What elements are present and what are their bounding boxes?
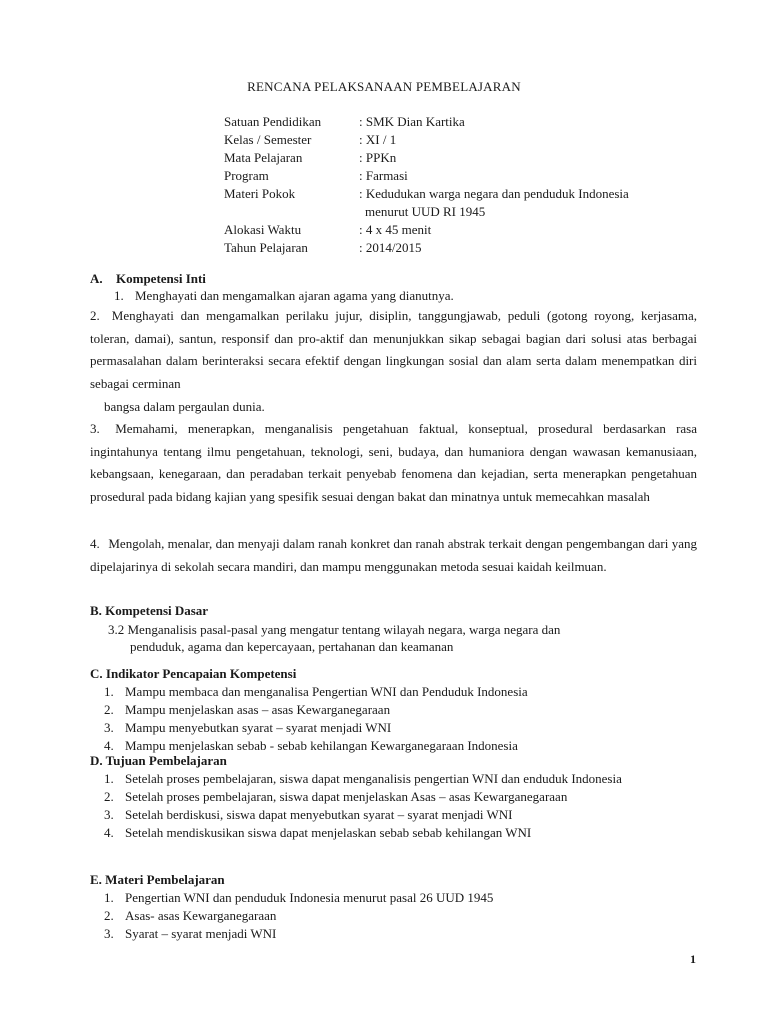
list-item xyxy=(104,925,697,943)
meta-value: : XI / 1 xyxy=(359,132,397,147)
meta-key: Alokasi Waktu xyxy=(224,222,302,237)
list-item xyxy=(104,683,697,701)
item-text: Mampu menyebutkan syarat – syarat menjadi WNI xyxy=(125,720,392,735)
item-number: 4. xyxy=(104,738,114,753)
meta-row xyxy=(224,167,684,185)
kd-line-continued: penduduk, agama dan kepercayaan, pertahanan dan keamanan xyxy=(130,639,454,654)
item-text: Setelah berdiskusi, siswa dapat menyebutkan syarat – syarat menjadi WNI xyxy=(125,807,513,822)
item-text: Setelah proses pembelajaran, siswa dapat menganalisis pengertian WNI dan enduduk Indonesia xyxy=(125,771,622,786)
kompetensi-inti-item-4 xyxy=(90,533,697,578)
section-d-heading: D. Tujuan Pembelajaran xyxy=(90,753,227,768)
list-item xyxy=(104,287,697,305)
section-c-heading: C. Indikator Pencapaian Kompetensi xyxy=(90,666,297,681)
item-text: Memahami, menerapkan, menganalisis pengetahuan faktual, konseptual, prosedural berdasarkan rasa ingintahunya tentang ilmu pengetahuan, teknologi, seni, budaya, dan humaniora dengan wawasan kemanusiaan, kebangsaan, kenegaraan, dan peradaban terkait penyebab fenomena dan kejadian, serta menerapkan pengetahuan prosedural pada bidang kajian yang spesifik sesuai dengan bakat dan minatnya untuk memecahkan masalah xyxy=(90,421,697,504)
section-b-heading: B. Kompetensi Dasar xyxy=(90,603,209,618)
item-number: 2. xyxy=(104,908,114,923)
item-text: Asas- asas Kewarganegaraan xyxy=(125,908,277,923)
meta-key: Mata Pelajaran xyxy=(224,150,303,165)
item-number: 1. xyxy=(104,890,114,905)
item-text: Mampu menjelaskan asas – asas Kewarganegaraan xyxy=(125,702,391,717)
kompetensi-inti-item-2-continued: bangsa dalam pergaulan dunia. xyxy=(104,399,265,414)
item-number: 1. xyxy=(104,771,114,786)
meta-value: : 2014/2015 xyxy=(359,240,422,255)
list-item xyxy=(104,719,697,737)
document-title: RENCANA PELAKSANAAN PEMBELAJARAN xyxy=(247,79,521,94)
kompetensi-inti-item-2 xyxy=(90,305,697,395)
indikator-list xyxy=(104,683,697,755)
section-a-heading xyxy=(90,270,206,288)
item-text: Menghayati dan mengamalkan perilaku jujur, disiplin, tanggungjawab, peduli (gotong royong, kerjasama, toleran, damai), santun, responsif dan pro-aktif dan menunjukkan sikap sebagai bagian dari solusi atas berbagai permasalahan dalam berinteraksi secara efektif dengan lingkungan sosial dan alam serta dalam menempatkan diri sebagai cerminan xyxy=(90,308,698,391)
list-item xyxy=(104,701,697,719)
item-number: 3. xyxy=(104,720,114,735)
item-number: 4. xyxy=(90,536,100,551)
item-text: Mampu membaca dan menganalisa Pengertian WNI dan Penduduk Indonesia xyxy=(125,684,528,699)
list-item xyxy=(104,824,697,841)
meta-key: Kelas / Semester xyxy=(224,132,312,147)
kd-line: 3.2 Menganalisis pasal-pasal yang mengatur tentang wilayah negara, warga negara dan xyxy=(108,622,561,637)
item-text: Pengertian WNI dan penduduk Indonesia menurut pasal 26 UUD 1945 xyxy=(125,890,494,905)
list-item xyxy=(104,788,697,805)
section-a-letter: A. xyxy=(90,271,103,286)
meta-row xyxy=(224,113,684,131)
kompetensi-inti-item-3 xyxy=(90,418,697,508)
meta-key: Materi Pokok xyxy=(224,186,296,201)
item-number: 3. xyxy=(104,926,114,941)
item-number: 2. xyxy=(90,308,100,323)
materi-list xyxy=(104,889,697,943)
meta-row xyxy=(224,221,684,239)
meta-key: Program xyxy=(224,168,269,183)
meta-key: Tahun Pelajaran xyxy=(224,240,308,255)
item-text: Mengolah, menalar, dan menyaji dalam ranah konkret dan ranah abstrak terkait dengan pengembangan dari yang dipelajarinya di sekolah secara mandiri, dan mampu menggunakan metoda sesuai kaidah keilmuan. xyxy=(90,536,698,574)
section-e-heading: E. Materi Pembelajaran xyxy=(90,872,225,887)
list-item xyxy=(104,889,697,907)
meta-row xyxy=(224,149,684,167)
meta-value-continued: menurut UUD RI 1945 xyxy=(365,203,486,219)
meta-value: : Kedudukan warga negara dan penduduk Indonesia xyxy=(359,186,629,201)
meta-key: Satuan Pendidikan xyxy=(224,114,322,129)
item-text: Setelah mendiskusikan siswa dapat menjelaskan sebab sebab kehilangan WNI xyxy=(125,825,532,840)
meta-value: : SMK Dian Kartika xyxy=(359,114,465,129)
identity-table xyxy=(224,113,684,257)
tujuan-list xyxy=(104,770,697,842)
meta-value: : PPKn xyxy=(359,150,397,165)
meta-value: : Farmasi xyxy=(359,168,408,183)
section-a-title: Kompetensi Inti xyxy=(116,271,206,286)
list-item xyxy=(104,907,697,925)
item-number: 4. xyxy=(104,825,114,840)
meta-value-block xyxy=(359,185,684,221)
item-text: Syarat – syarat menjadi WNI xyxy=(125,926,277,941)
page-number: 1 xyxy=(690,952,696,966)
item-number: 2. xyxy=(104,702,114,717)
item-number: 3. xyxy=(104,807,114,822)
list-item xyxy=(104,806,697,823)
kompetensi-inti-list xyxy=(104,287,697,305)
item-number: 1. xyxy=(114,288,124,303)
kompetensi-dasar-text xyxy=(108,621,668,655)
item-number: 2. xyxy=(104,789,114,804)
item-number: 1. xyxy=(104,684,114,699)
meta-row xyxy=(224,131,684,149)
meta-row xyxy=(224,185,684,221)
item-number: 3. xyxy=(90,421,100,436)
item-text: Mampu menjelaskan sebab - sebab kehilangan Kewarganegaraan Indonesia xyxy=(125,738,518,753)
item-text: Menghayati dan mengamalkan ajaran agama yang dianutnya. xyxy=(135,288,454,303)
meta-value: : 4 x 45 menit xyxy=(359,222,432,237)
item-text: Setelah proses pembelajaran, siswa dapat menjelaskan Asas – asas Kewarganegaraan xyxy=(125,789,568,804)
meta-row xyxy=(224,239,684,257)
list-item xyxy=(104,770,697,787)
